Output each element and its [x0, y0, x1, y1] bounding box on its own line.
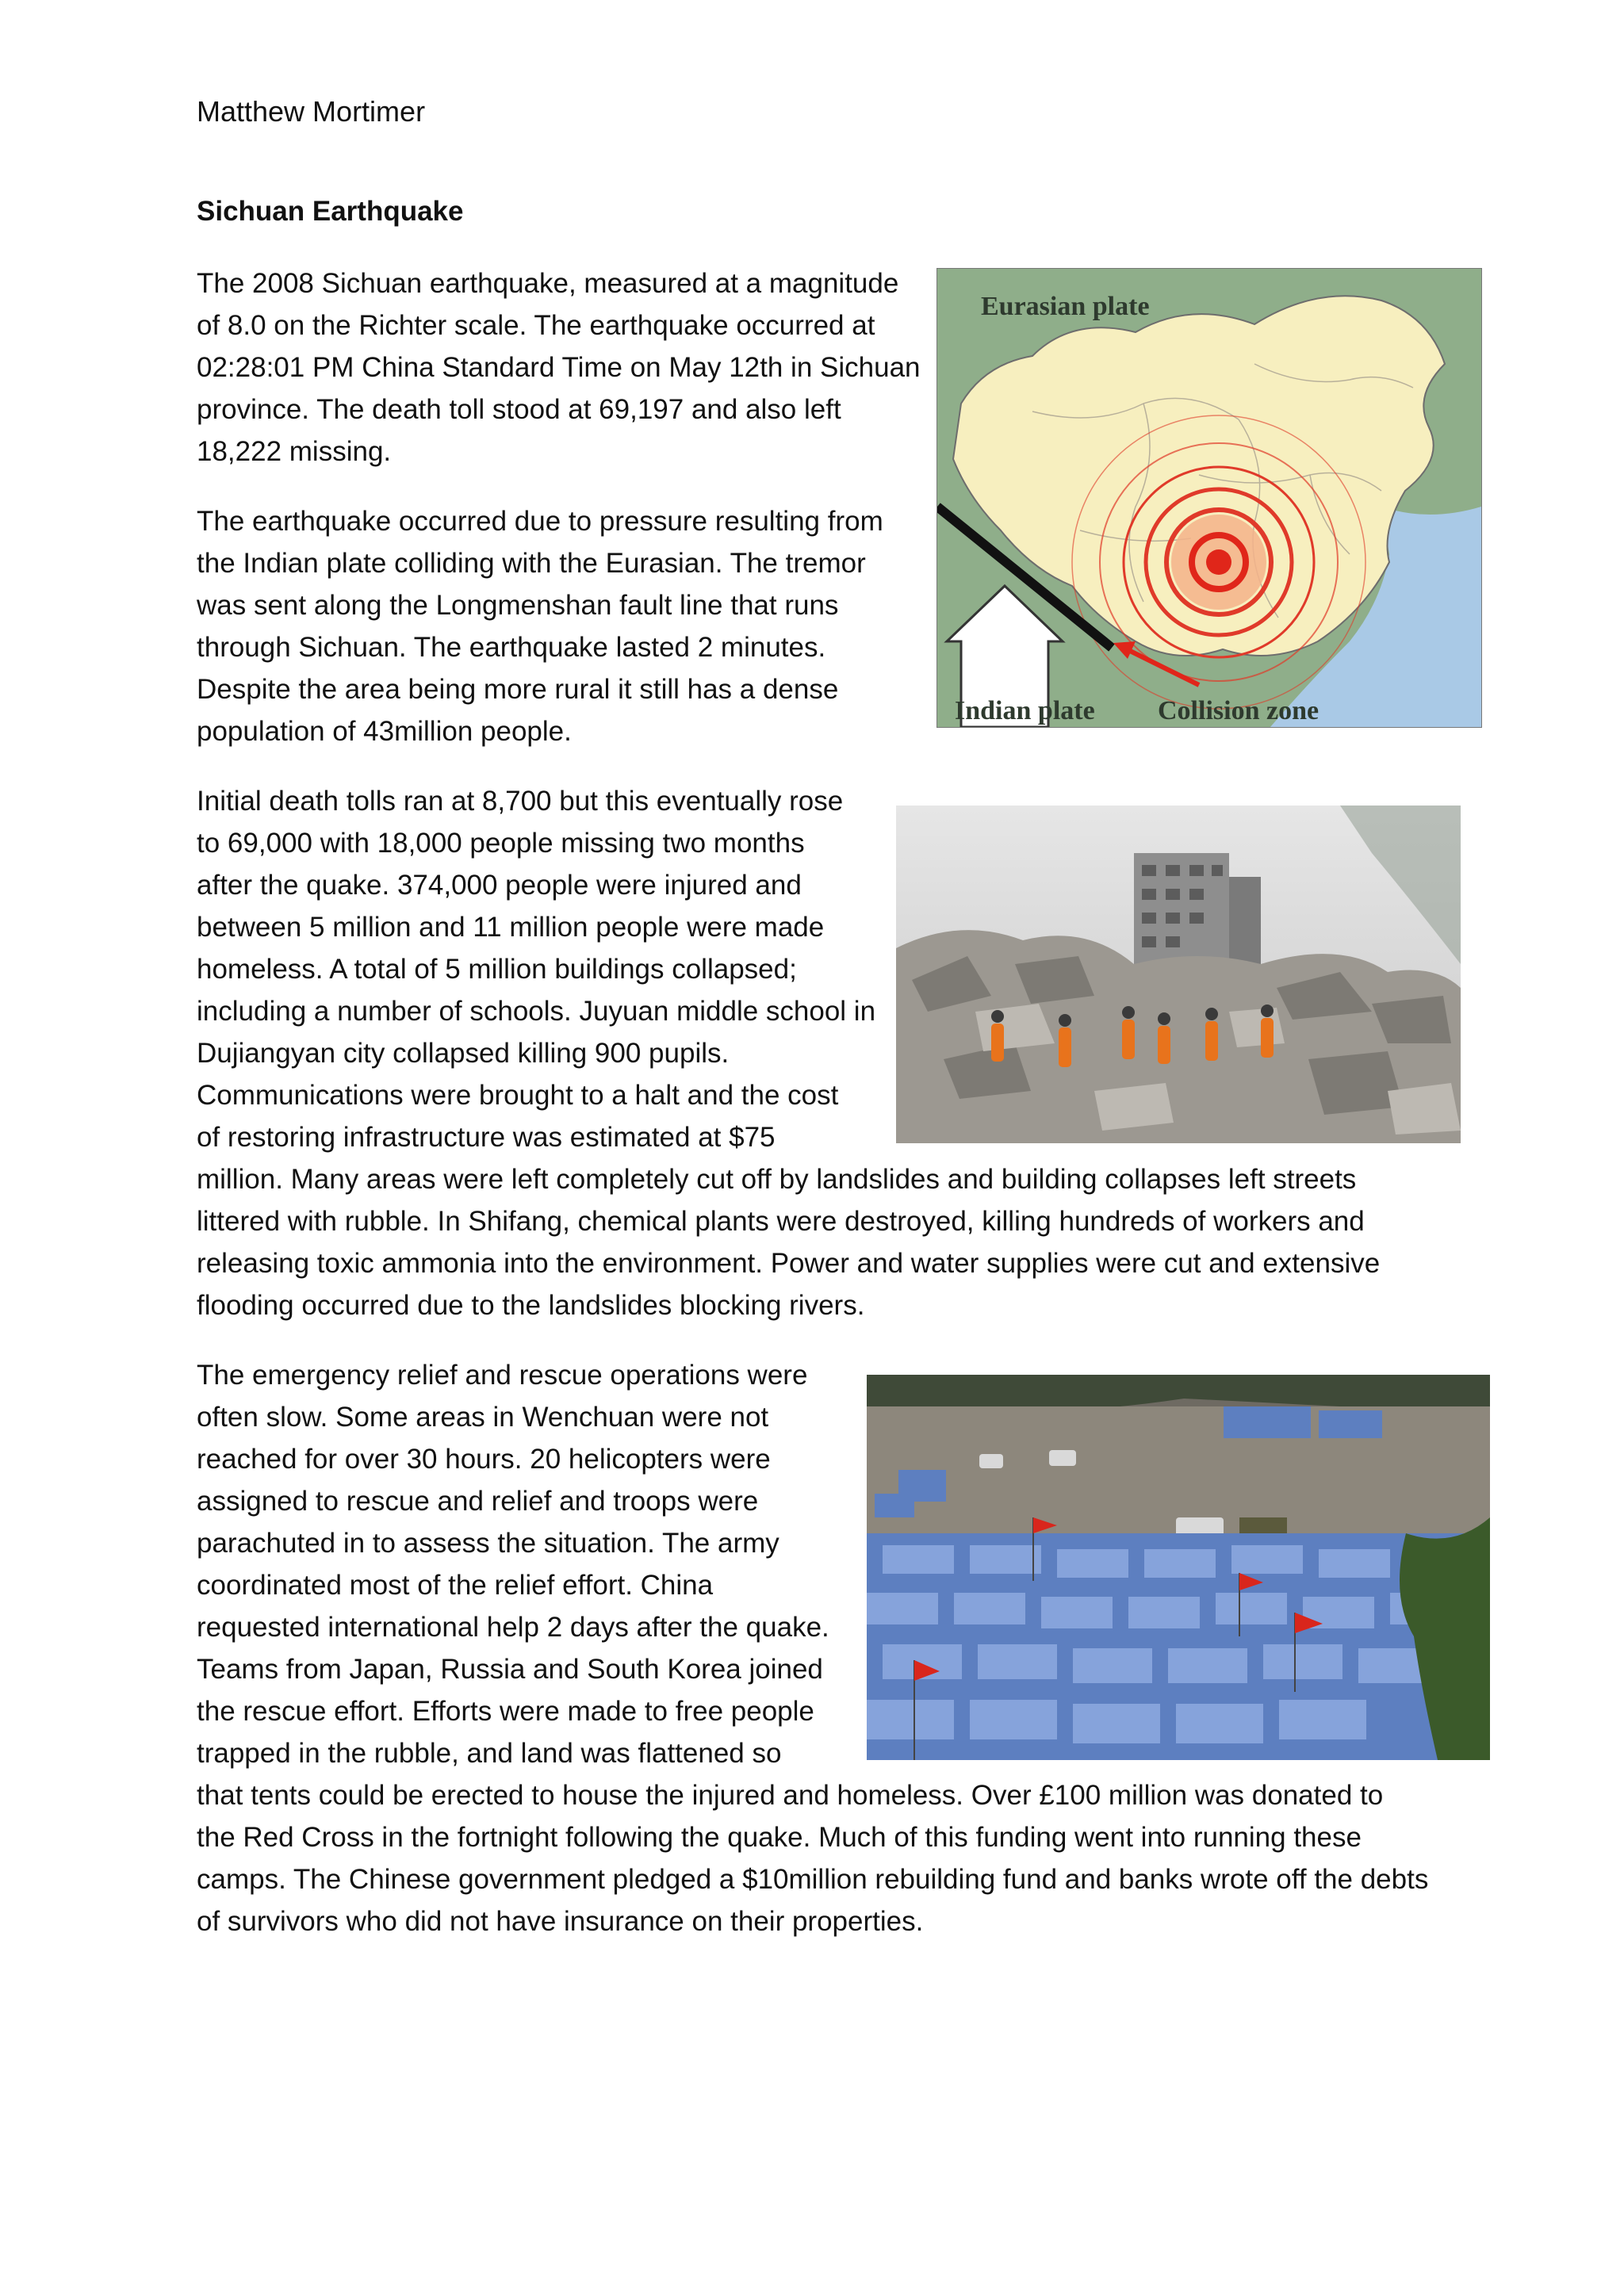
paragraph-4-line-11: that tents could be erected to house the injured and homeless. Over £100 million was donated to: [197, 1780, 1384, 1811]
paragraph-3-line-4: between 5 million and 11 million people were made: [197, 912, 825, 943]
paragraph-3-line-13: flooding occurred due to the landslides blocking rivers.: [197, 1290, 865, 1321]
tectonic-map-image: [936, 268, 1482, 728]
paragraph-4-line-2: often slow. Some areas in Wenchuan were not: [197, 1402, 769, 1433]
paragraph-1-line-1: The 2008 Sichuan earthquake, measured at a magnitude: [197, 268, 899, 299]
paragraph-1-line-4: province. The death toll stood at 69,197 and also left: [197, 394, 841, 425]
paragraph-3-line-3: after the quake. 374,000 people were injured and: [197, 870, 802, 901]
eurasian-plate-label: Eurasian plate: [981, 292, 1150, 321]
paragraph-4-line-5: parachuted in to assess the situation. The army: [197, 1528, 779, 1559]
paragraph-3-line-1: Initial death tolls ran at 8,700 but this eventually rose: [197, 786, 844, 817]
paragraph-4-line-9: the rescue effort. Efforts were made to free people: [197, 1696, 814, 1727]
paragraph-4-line-10: trapped in the rubble, and land was flattened so: [197, 1738, 782, 1769]
paragraph-4-line-4: assigned to rescue and relief and troops were: [197, 1486, 759, 1517]
indian-plate-label: Indian plate: [955, 696, 1095, 725]
paragraph-1-line-2: of 8.0 on the Richter scale. The earthquake occurred at: [197, 310, 875, 341]
paragraph-3-line-11: littered with rubble. In Shifang, chemical plants were destroyed, killing hundreds of workers and: [197, 1206, 1365, 1237]
paragraph-4-line-7: requested international help 2 days after the quake.: [197, 1612, 829, 1643]
paragraph-3-line-8: Communications were brought to a halt and the cost: [197, 1080, 839, 1111]
collision-zone-label: Collision zone: [1158, 696, 1320, 725]
paragraph-2-line-2: the Indian plate colliding with the Eurasian. The tremor: [197, 548, 866, 579]
paragraph-4-line-8: Teams from Japan, Russia and South Korea joined: [197, 1654, 823, 1685]
paragraph-3-line-5: homeless. A total of 5 million buildings collapsed;: [197, 954, 797, 985]
paragraph-2-line-5: Despite the area being more rural it still has a dense: [197, 674, 839, 705]
paragraph-3-line-6: including a number of schools. Juyuan middle school in: [197, 996, 876, 1027]
paragraph-1-line-3: 02:28:01 PM China Standard Time on May 12th in Sichuan: [197, 352, 921, 383]
paragraph-2-line-6: population of 43million people.: [197, 716, 572, 747]
paragraph-4-line-12: the Red Cross in the fortnight following the quake. Much of this funding went into running these: [197, 1822, 1362, 1853]
paragraph-3-line-9: of restoring infrastructure was estimated at $75: [197, 1122, 776, 1153]
paragraph-3-line-10: million. Many areas were left completely cut off by landslides and building collapses left streets: [197, 1164, 1357, 1195]
paragraph-2-line-4: through Sichuan. The earthquake lasted 2 minutes.: [197, 632, 826, 663]
paragraph-4-line-1: The emergency relief and rescue operations were: [197, 1360, 808, 1391]
paragraph-4-line-14: of survivors who did not have insurance on their properties.: [197, 1906, 924, 1937]
paragraph-1-line-5: 18,222 missing.: [197, 436, 392, 467]
relief-tent-camp-photo: [867, 1375, 1490, 1760]
paragraph-3-line-2: to 69,000 with 18,000 people missing two months: [197, 828, 805, 859]
earthquake-rubble-photo: [896, 806, 1461, 1143]
paragraph-3-line-7: Dujiangyan city collapsed killing 900 pupils.: [197, 1038, 730, 1069]
paragraph-3-line-12: releasing toxic ammonia into the environment. Power and water supplies were cut and extensive: [197, 1248, 1381, 1279]
author-name: Matthew Mortimer: [197, 95, 426, 128]
paragraph-4-line-3: reached for over 30 hours. 20 helicopters were: [197, 1444, 771, 1475]
document-title: Sichuan Earthquake: [197, 196, 464, 227]
paragraph-4-line-13: camps. The Chinese government pledged a $10million rebuilding fund and banks wrote off the debts: [197, 1864, 1429, 1895]
paragraph-2-line-3: was sent along the Longmenshan fault line that runs: [197, 590, 839, 621]
paragraph-2-line-1: The earthquake occurred due to pressure resulting from: [197, 506, 883, 537]
paragraph-4-line-6: coordinated most of the relief effort. China: [197, 1570, 714, 1601]
